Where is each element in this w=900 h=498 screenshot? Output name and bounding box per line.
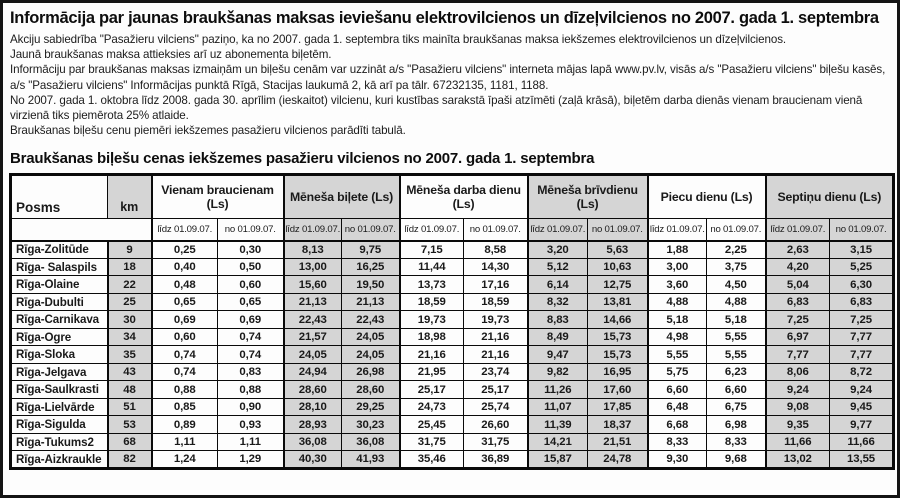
fare-cell: 1,11 bbox=[152, 433, 218, 451]
fare-cell: 0,90 bbox=[218, 398, 284, 416]
fare-cell: 6,23 bbox=[707, 363, 766, 381]
table-row bbox=[11, 363, 894, 381]
fare-cell: 8,06 bbox=[766, 363, 830, 381]
fare-cell: 0,60 bbox=[218, 276, 284, 294]
fare-cell: 0,88 bbox=[218, 381, 284, 399]
fare-cell: 25,17 bbox=[400, 381, 464, 399]
fare-cell: 0,48 bbox=[152, 276, 218, 294]
fare-cell: 11,39 bbox=[528, 416, 588, 434]
column-group-header: Mēneša biļete (Ls) bbox=[284, 175, 400, 219]
period-subheader: līdz 01.09.07. bbox=[766, 219, 830, 241]
fare-cell: 19,73 bbox=[464, 311, 528, 329]
fare-cell: 0,50 bbox=[218, 258, 284, 276]
fare-cell: 5,75 bbox=[648, 363, 707, 381]
fare-cell: 6,75 bbox=[707, 398, 766, 416]
table-row bbox=[11, 416, 894, 434]
column-group-header: Septiņu dienu (Ls) bbox=[766, 175, 894, 219]
route-cell: Rīga-Lielvārde bbox=[11, 398, 108, 416]
route-cell: Rīga- Salaspils bbox=[11, 258, 108, 276]
route-cell: Rīga-Tukums2 bbox=[11, 433, 108, 451]
km-cell: 9 bbox=[108, 241, 152, 259]
fare-cell: 41,93 bbox=[342, 451, 400, 469]
fare-cell: 13,73 bbox=[400, 276, 464, 294]
fare-cell: 19,73 bbox=[400, 311, 464, 329]
fare-cell: 8,33 bbox=[707, 433, 766, 451]
fare-cell: 40,30 bbox=[284, 451, 342, 469]
fare-cell: 15,73 bbox=[588, 346, 648, 364]
period-subheader: no 01.09.07. bbox=[830, 219, 894, 241]
period-subheader: no 01.09.07. bbox=[588, 219, 648, 241]
period-subheader: līdz 01.09.07. bbox=[400, 219, 464, 241]
fare-cell: 6,83 bbox=[766, 293, 830, 311]
fare-cell: 0,85 bbox=[152, 398, 218, 416]
body-paragraph: Informāciju par braukšanas maksas izmaiņām un biļešu cenām var uzzināt a/s "Pasažieru vilciens" interneta mājas lapā www.pv.lv, visās a/s "Pasažieru vilciens" biļešu kasēs, a/s "Pasažieru vilciens" Informācijas punktā Rīgā, Stacijas laukumā 2, kā arī pa tālr. 67232135, 1181, 1188. bbox=[10, 63, 886, 92]
fare-cell: 18,98 bbox=[400, 328, 464, 346]
table-row bbox=[11, 328, 894, 346]
fare-cell: 21,13 bbox=[284, 293, 342, 311]
fare-cell: 13,55 bbox=[830, 451, 894, 469]
fare-cell: 0,60 bbox=[152, 328, 218, 346]
fare-cell: 7,25 bbox=[766, 311, 830, 329]
fare-cell: 5,55 bbox=[648, 346, 707, 364]
fare-cell: 24,94 bbox=[284, 363, 342, 381]
fare-cell: 11,07 bbox=[528, 398, 588, 416]
fare-cell: 3,20 bbox=[528, 241, 588, 259]
fare-cell: 36,08 bbox=[284, 433, 342, 451]
period-subheader: līdz 01.09.07. bbox=[284, 219, 342, 241]
fare-cell: 8,32 bbox=[528, 293, 588, 311]
fare-cell: 28,10 bbox=[284, 398, 342, 416]
table-row bbox=[11, 241, 894, 259]
fare-cell: 11,26 bbox=[528, 381, 588, 399]
fare-cell: 9,30 bbox=[648, 451, 707, 469]
km-cell: 53 bbox=[108, 416, 152, 434]
fare-cell: 17,60 bbox=[588, 381, 648, 399]
fare-cell: 8,83 bbox=[528, 311, 588, 329]
fare-cell: 21,16 bbox=[464, 346, 528, 364]
fare-cell: 0,65 bbox=[218, 293, 284, 311]
route-cell: Rīga-Sloka bbox=[11, 346, 108, 364]
fare-cell: 1,29 bbox=[218, 451, 284, 469]
fare-cell: 0,25 bbox=[152, 241, 218, 259]
table-row bbox=[11, 433, 894, 451]
document-title: Informācija par jaunas braukšanas maksas ieviešanu elektrovilcienos un dīzeļvilcienos no 2007. gada 1. septembra bbox=[10, 9, 879, 27]
period-subheader: no 01.09.07. bbox=[707, 219, 766, 241]
fare-cell: 0,74 bbox=[152, 363, 218, 381]
fare-cell: 1,11 bbox=[218, 433, 284, 451]
table-row bbox=[11, 293, 894, 311]
km-cell: 68 bbox=[108, 433, 152, 451]
fare-cell: 3,60 bbox=[648, 276, 707, 294]
fare-cell: 24,78 bbox=[588, 451, 648, 469]
fare-cell: 9,08 bbox=[766, 398, 830, 416]
fare-cell: 1,88 bbox=[648, 241, 707, 259]
fare-cell: 22,43 bbox=[284, 311, 342, 329]
fare-cell: 31,75 bbox=[400, 433, 464, 451]
fare-cell: 2,25 bbox=[707, 241, 766, 259]
subheader-spacer bbox=[11, 219, 152, 241]
body-paragraph: Braukšanas biļešu cenu piemēri iekšzemes pasažieru vilcienos parādīti tabulā. bbox=[10, 124, 406, 138]
fare-cell: 26,98 bbox=[342, 363, 400, 381]
fare-cell: 6,68 bbox=[648, 416, 707, 434]
fare-cell: 35,46 bbox=[400, 451, 464, 469]
fare-cell: 6,48 bbox=[648, 398, 707, 416]
table-row bbox=[11, 451, 894, 469]
fares-table bbox=[9, 173, 895, 470]
fare-cell: 8,72 bbox=[830, 363, 894, 381]
period-subheader: no 01.09.07. bbox=[218, 219, 284, 241]
route-cell: Rīga-Zolitūde bbox=[11, 241, 108, 259]
column-group-header: Piecu dienu (Ls) bbox=[648, 175, 766, 219]
fare-cell: 4,88 bbox=[648, 293, 707, 311]
fare-cell: 9,82 bbox=[528, 363, 588, 381]
fare-cell: 6,30 bbox=[830, 276, 894, 294]
fare-cell: 13,02 bbox=[766, 451, 830, 469]
fare-cell: 9,68 bbox=[707, 451, 766, 469]
fare-cell: 0,93 bbox=[218, 416, 284, 434]
table-row bbox=[11, 311, 894, 329]
period-subheader: no 01.09.07. bbox=[464, 219, 528, 241]
body-paragraph: No 2007. gada 1. oktobra līdz 2008. gada 30. aprīlim (ieskaitot) vilcienu, kuri kustības sarakstā īpaši atzīmēti (zaļā krāsā), biļetēm darba dienās vienam braucienam vienā virzienā tiks piemērota 25% atlaide. bbox=[10, 93, 863, 123]
fare-cell: 5,55 bbox=[707, 346, 766, 364]
fare-cell: 18,37 bbox=[588, 416, 648, 434]
fare-cell: 0,74 bbox=[218, 346, 284, 364]
km-cell: 30 bbox=[108, 311, 152, 329]
km-cell: 34 bbox=[108, 328, 152, 346]
fare-cell: 4,20 bbox=[766, 258, 830, 276]
fare-cell: 9,24 bbox=[830, 381, 894, 399]
fare-cell: 11,44 bbox=[400, 258, 464, 276]
fare-cell: 8,13 bbox=[284, 241, 342, 259]
fare-cell: 6,98 bbox=[707, 416, 766, 434]
table-title: Braukšanas biļešu cenas iekšzemes pasažieru vilcienos no 2007. gada 1. septembra bbox=[10, 150, 595, 168]
fare-cell: 17,85 bbox=[588, 398, 648, 416]
fare-cell: 14,66 bbox=[588, 311, 648, 329]
fare-cell: 18,59 bbox=[400, 293, 464, 311]
fare-cell: 0,88 bbox=[152, 381, 218, 399]
fare-cell: 21,13 bbox=[342, 293, 400, 311]
route-cell: Rīga-Jelgava bbox=[11, 363, 108, 381]
fare-cell: 10,63 bbox=[588, 258, 648, 276]
km-cell: 25 bbox=[108, 293, 152, 311]
fare-cell: 5,63 bbox=[588, 241, 648, 259]
fare-cell: 6,83 bbox=[830, 293, 894, 311]
fare-cell: 2,63 bbox=[766, 241, 830, 259]
fare-cell: 6,60 bbox=[707, 381, 766, 399]
km-cell: 43 bbox=[108, 363, 152, 381]
fare-cell: 13,81 bbox=[588, 293, 648, 311]
route-cell: Rīga-Aizkraukle bbox=[11, 451, 108, 469]
fare-cell: 3,75 bbox=[707, 258, 766, 276]
fare-cell: 12,75 bbox=[588, 276, 648, 294]
fare-cell: 8,33 bbox=[648, 433, 707, 451]
fare-cell: 7,77 bbox=[766, 346, 830, 364]
period-subheader: līdz 01.09.07. bbox=[152, 219, 218, 241]
fare-cell: 0,69 bbox=[152, 311, 218, 329]
fare-cell: 21,95 bbox=[400, 363, 464, 381]
fare-cell: 4,50 bbox=[707, 276, 766, 294]
fare-cell: 1,24 bbox=[152, 451, 218, 469]
fare-cell: 16,95 bbox=[588, 363, 648, 381]
fare-cell: 8,49 bbox=[528, 328, 588, 346]
fare-cell: 36,08 bbox=[342, 433, 400, 451]
table-row bbox=[11, 276, 894, 294]
fare-cell: 5,18 bbox=[707, 311, 766, 329]
fare-cell: 15,60 bbox=[284, 276, 342, 294]
table-row bbox=[11, 258, 894, 276]
route-cell: Rīga-Ogre bbox=[11, 328, 108, 346]
body-paragraph: Akciju sabiedrība "Pasažieru vilciens" paziņo, ka no 2007. gada 1. septembra tiks mainīta braukšanas maksa iekšzemes elektrovilcienos un dīzeļvilcienos. bbox=[10, 33, 787, 46]
fare-cell: 7,15 bbox=[400, 241, 464, 259]
fare-cell: 0,89 bbox=[152, 416, 218, 434]
fare-cell: 5,18 bbox=[648, 311, 707, 329]
fare-cell: 13,00 bbox=[284, 258, 342, 276]
fare-cell: 21,51 bbox=[588, 433, 648, 451]
column-group-header: Mēneša darba dienu (Ls) bbox=[400, 175, 528, 219]
fare-cell: 0,74 bbox=[152, 346, 218, 364]
fare-cell: 21,16 bbox=[464, 328, 528, 346]
fare-cell: 21,16 bbox=[400, 346, 464, 364]
route-cell: Rīga-Sigulda bbox=[11, 416, 108, 434]
fare-cell: 23,74 bbox=[464, 363, 528, 381]
fare-cell: 8,58 bbox=[464, 241, 528, 259]
fare-cell: 7,77 bbox=[830, 328, 894, 346]
fare-cell: 0,69 bbox=[218, 311, 284, 329]
fare-cell: 28,60 bbox=[342, 381, 400, 399]
fare-cell: 3,00 bbox=[648, 258, 707, 276]
fare-cell: 9,35 bbox=[766, 416, 830, 434]
table-row bbox=[11, 398, 894, 416]
fare-cell: 15,87 bbox=[528, 451, 588, 469]
fare-cell: 5,12 bbox=[528, 258, 588, 276]
column-header-km: km bbox=[108, 175, 152, 219]
fare-cell: 25,17 bbox=[464, 381, 528, 399]
fare-cell: 30,23 bbox=[342, 416, 400, 434]
km-cell: 51 bbox=[108, 398, 152, 416]
fare-cell: 9,75 bbox=[342, 241, 400, 259]
fare-cell: 0,30 bbox=[218, 241, 284, 259]
fare-cell: 25,74 bbox=[464, 398, 528, 416]
fare-cell: 18,59 bbox=[464, 293, 528, 311]
fare-cell: 26,60 bbox=[464, 416, 528, 434]
fare-cell: 15,73 bbox=[588, 328, 648, 346]
period-subheader: līdz 01.09.07. bbox=[648, 219, 707, 241]
fare-cell: 11,66 bbox=[766, 433, 830, 451]
fare-cell: 17,16 bbox=[464, 276, 528, 294]
km-cell: 48 bbox=[108, 381, 152, 399]
route-cell: Rīga-Dubulti bbox=[11, 293, 108, 311]
fare-cell: 21,57 bbox=[284, 328, 342, 346]
table-header bbox=[11, 175, 894, 241]
fare-cell: 6,14 bbox=[528, 276, 588, 294]
km-cell: 82 bbox=[108, 451, 152, 469]
fare-cell: 5,25 bbox=[830, 258, 894, 276]
fare-cell: 11,66 bbox=[830, 433, 894, 451]
fare-cell: 28,93 bbox=[284, 416, 342, 434]
fare-cell: 5,55 bbox=[707, 328, 766, 346]
fare-cell: 9,47 bbox=[528, 346, 588, 364]
intro-text bbox=[9, 32, 891, 138]
period-subheader: līdz 01.09.07. bbox=[528, 219, 588, 241]
fare-cell: 28,60 bbox=[284, 381, 342, 399]
fare-cell: 24,05 bbox=[284, 346, 342, 364]
km-cell: 22 bbox=[108, 276, 152, 294]
fare-cell: 36,89 bbox=[464, 451, 528, 469]
fare-cell: 24,05 bbox=[342, 346, 400, 364]
route-cell: Rīga-Olaine bbox=[11, 276, 108, 294]
body-paragraph: Jaunā braukšanas maksa attieksies arī uz abonementa biļetēm. bbox=[10, 48, 332, 62]
fare-cell: 22,43 bbox=[342, 311, 400, 329]
fare-cell: 9,45 bbox=[830, 398, 894, 416]
fare-cell: 29,25 bbox=[342, 398, 400, 416]
fare-cell: 24,73 bbox=[400, 398, 464, 416]
fare-cell: 4,98 bbox=[648, 328, 707, 346]
fare-cell: 6,60 bbox=[648, 381, 707, 399]
route-cell: Rīga-Saulkrasti bbox=[11, 381, 108, 399]
column-group-header: Mēneša brīvdienu (Ls) bbox=[528, 175, 648, 219]
table-row bbox=[11, 381, 894, 399]
fare-cell: 0,65 bbox=[152, 293, 218, 311]
fare-cell: 0,83 bbox=[218, 363, 284, 381]
fare-cell: 31,75 bbox=[464, 433, 528, 451]
km-cell: 35 bbox=[108, 346, 152, 364]
fare-cell: 14,21 bbox=[528, 433, 588, 451]
fare-cell: 5,04 bbox=[766, 276, 830, 294]
route-cell: Rīga-Carnikava bbox=[11, 311, 108, 329]
period-subheader: no 01.09.07. bbox=[342, 219, 400, 241]
fare-cell: 25,45 bbox=[400, 416, 464, 434]
fare-cell: 0,40 bbox=[152, 258, 218, 276]
fare-cell: 9,77 bbox=[830, 416, 894, 434]
fare-cell: 6,97 bbox=[766, 328, 830, 346]
fare-cell: 24,05 bbox=[342, 328, 400, 346]
fare-cell: 16,25 bbox=[342, 258, 400, 276]
fare-cell: 9,24 bbox=[766, 381, 830, 399]
fare-cell: 4,88 bbox=[707, 293, 766, 311]
fare-cell: 0,74 bbox=[218, 328, 284, 346]
fare-cell: 14,30 bbox=[464, 258, 528, 276]
table-body bbox=[11, 241, 894, 469]
column-group-header: Vienam braucienam (Ls) bbox=[152, 175, 284, 219]
fare-cell: 3,15 bbox=[830, 241, 894, 259]
table-row bbox=[11, 346, 894, 364]
fare-cell: 19,50 bbox=[342, 276, 400, 294]
km-cell: 18 bbox=[108, 258, 152, 276]
column-header-posms: Posms bbox=[11, 175, 108, 219]
fare-cell: 7,25 bbox=[830, 311, 894, 329]
fare-cell: 7,77 bbox=[830, 346, 894, 364]
